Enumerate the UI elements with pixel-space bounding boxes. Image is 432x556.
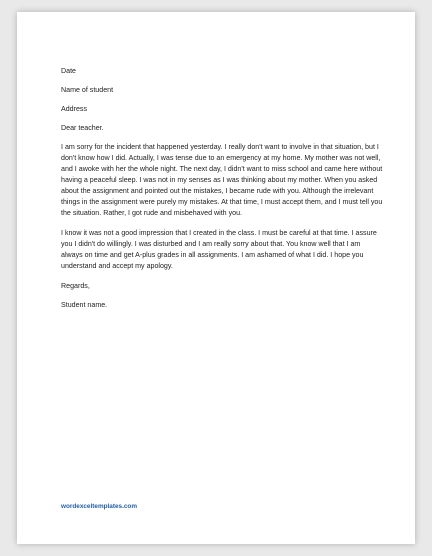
salutation: Dear teacher. xyxy=(61,124,104,132)
letter-body xyxy=(61,66,383,319)
address-line: Address xyxy=(61,105,88,113)
paragraph-1: I am sorry for the incident that happened yesterday. I really don't want to involve in that situation, but I don't know how I did. Actually, I was tense due to an emergency at my home. My mother was not well, and I awoke with her the whole night. The next day, I didn't want to miss school and came here without having a peaceful sleep. I was not in my senses as I was thinking about my mother. When you asked about the assignment and pointed out the mistakes, I became rude with you. Although the irrelevant things in the assignment were purely my mistakes. At that time, I must accept them, and I must tell you the situation. Rather, I got rude and misbehaved with you. xyxy=(61,143,383,217)
signature: Student name. xyxy=(61,301,108,309)
date-line: Date xyxy=(61,67,76,75)
paragraph-2: I know it was not a good impression that I created in the class. I must be careful at that time. I assure you I didn't do willingly. I was disturbed and I am really sorry about that. You know well that I am always on time and get A-plus grades in all assignments. I am ashamed of what I did. I hope you understand and accept my apology. xyxy=(61,229,377,270)
student-name-line: Name of student xyxy=(61,86,114,94)
document-page xyxy=(17,12,415,544)
closing: Regards, xyxy=(61,282,90,290)
website-footer: wordexceltemplates.com xyxy=(61,503,138,510)
